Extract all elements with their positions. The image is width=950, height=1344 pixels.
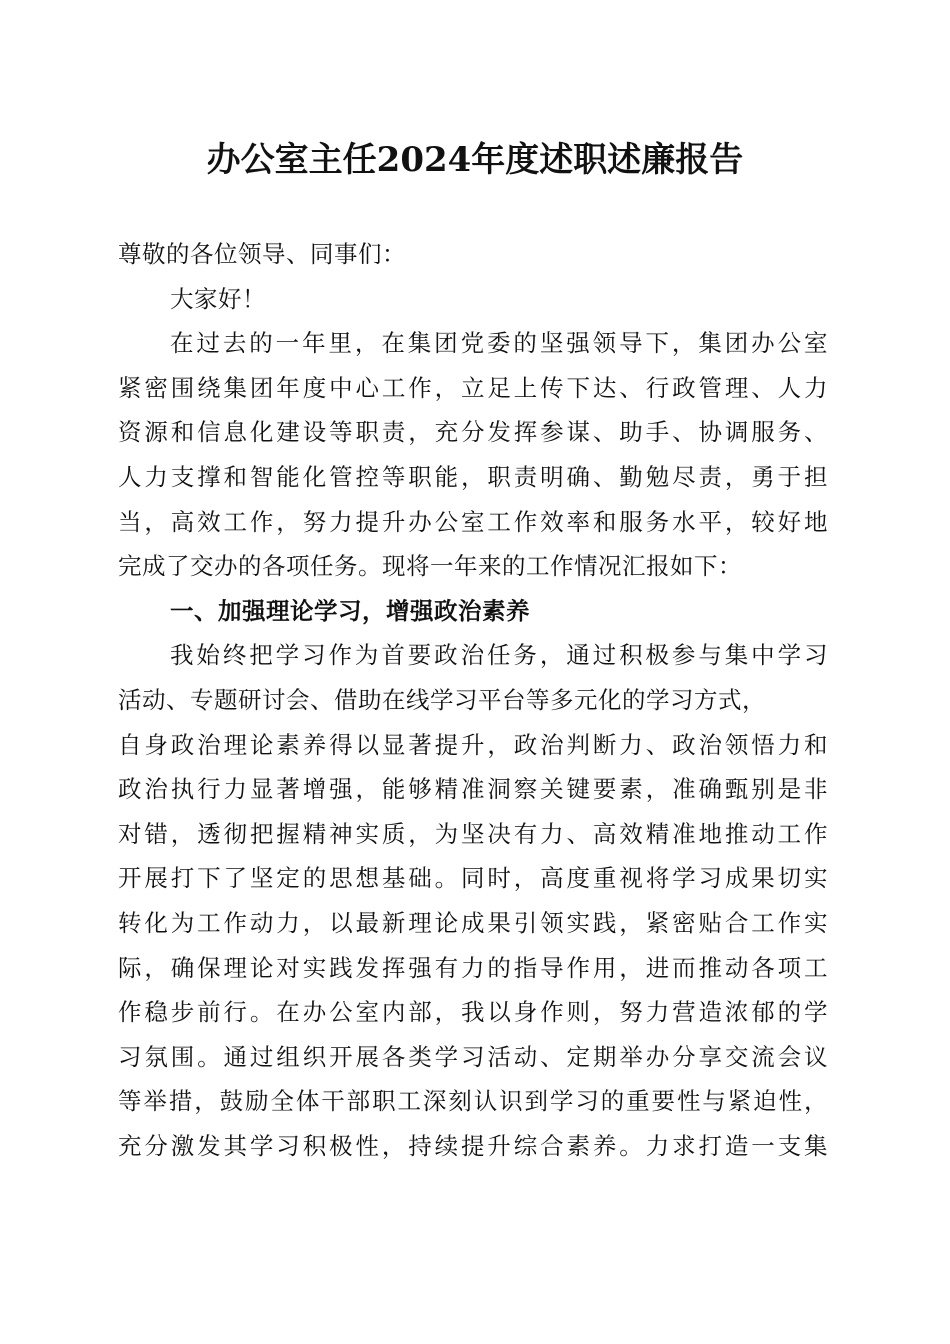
- paragraph-line: 我始终把学习作为首要政治任务，通过积极参与集中学习: [170, 641, 828, 670]
- paragraph-line: 转化为工作动力，以最新理论成果引领实践，紧密贴合工作实: [118, 908, 828, 937]
- paragraph-line: 完成了交办的各项任务。现将一年来的工作情况汇报如下：: [118, 552, 742, 581]
- paragraph-line: 当，高效工作，努力提升办公室工作效率和服务水平，较好地: [118, 507, 828, 536]
- intro-paragraph: [118, 321, 828, 589]
- paragraph-line: 对错，透彻把握精神实质，为坚决有力、高效精准地推动工作: [118, 819, 828, 848]
- paragraph-line: 际，确保理论对实践发挥强有力的指导作用，进而推动各项工: [118, 953, 828, 982]
- paragraph-line: 在过去的一年里，在集团党委的坚强领导下，集团办公室: [170, 329, 828, 358]
- salutation: 尊敬的各位领导、同事们：: [118, 240, 406, 268]
- paragraph-line: 自身政治理论素养得以显著提升，政治判断力、政治领悟力和: [118, 730, 828, 759]
- paragraph-line: 资源和信息化建设等职责，充分发挥参谋、助手、协调服务、: [118, 418, 828, 447]
- paragraph-line: 等举措，鼓励全体干部职工深刻认识到学习的重要性与紧迫性，: [118, 1087, 828, 1116]
- section1-paragraph: [118, 633, 828, 1168]
- paragraph-line: 紧密围绕集团年度中心工作，立足上传下达、行政管理、人力: [118, 373, 828, 402]
- section-heading: 一、加强理论学习，增强政治素养: [170, 596, 530, 625]
- paragraph-line: 人力支撑和智能化管控等职能，职责明确、勤勉尽责，勇于担: [118, 462, 828, 491]
- document-body: [118, 232, 828, 1168]
- document-title: 办公室主任2024年度述职述廉报告: [206, 140, 744, 180]
- paragraph-line: 习氛围。通过组织开展各类学习活动、定期举办分享交流会议: [118, 1042, 828, 1071]
- paragraph-line: 作稳步前行。在办公室内部，我以身作则，努力营造浓郁的学: [118, 998, 828, 1027]
- paragraph-line: 开展打下了坚定的思想基础。同时，高度重视将学习成果切实: [118, 864, 828, 893]
- paragraph-line: 政治执行力显著增强，能够精准洞察关键要素，准确甄别是非: [118, 775, 828, 804]
- paragraph-line: 充分激发其学习积极性，持续提升综合素养。力求打造一支集: [118, 1131, 828, 1160]
- greeting: 大家好！: [170, 284, 266, 313]
- paragraph-line: 活动、专题研讨会、借助在线学习平台等多元化的学习方式，: [118, 685, 766, 714]
